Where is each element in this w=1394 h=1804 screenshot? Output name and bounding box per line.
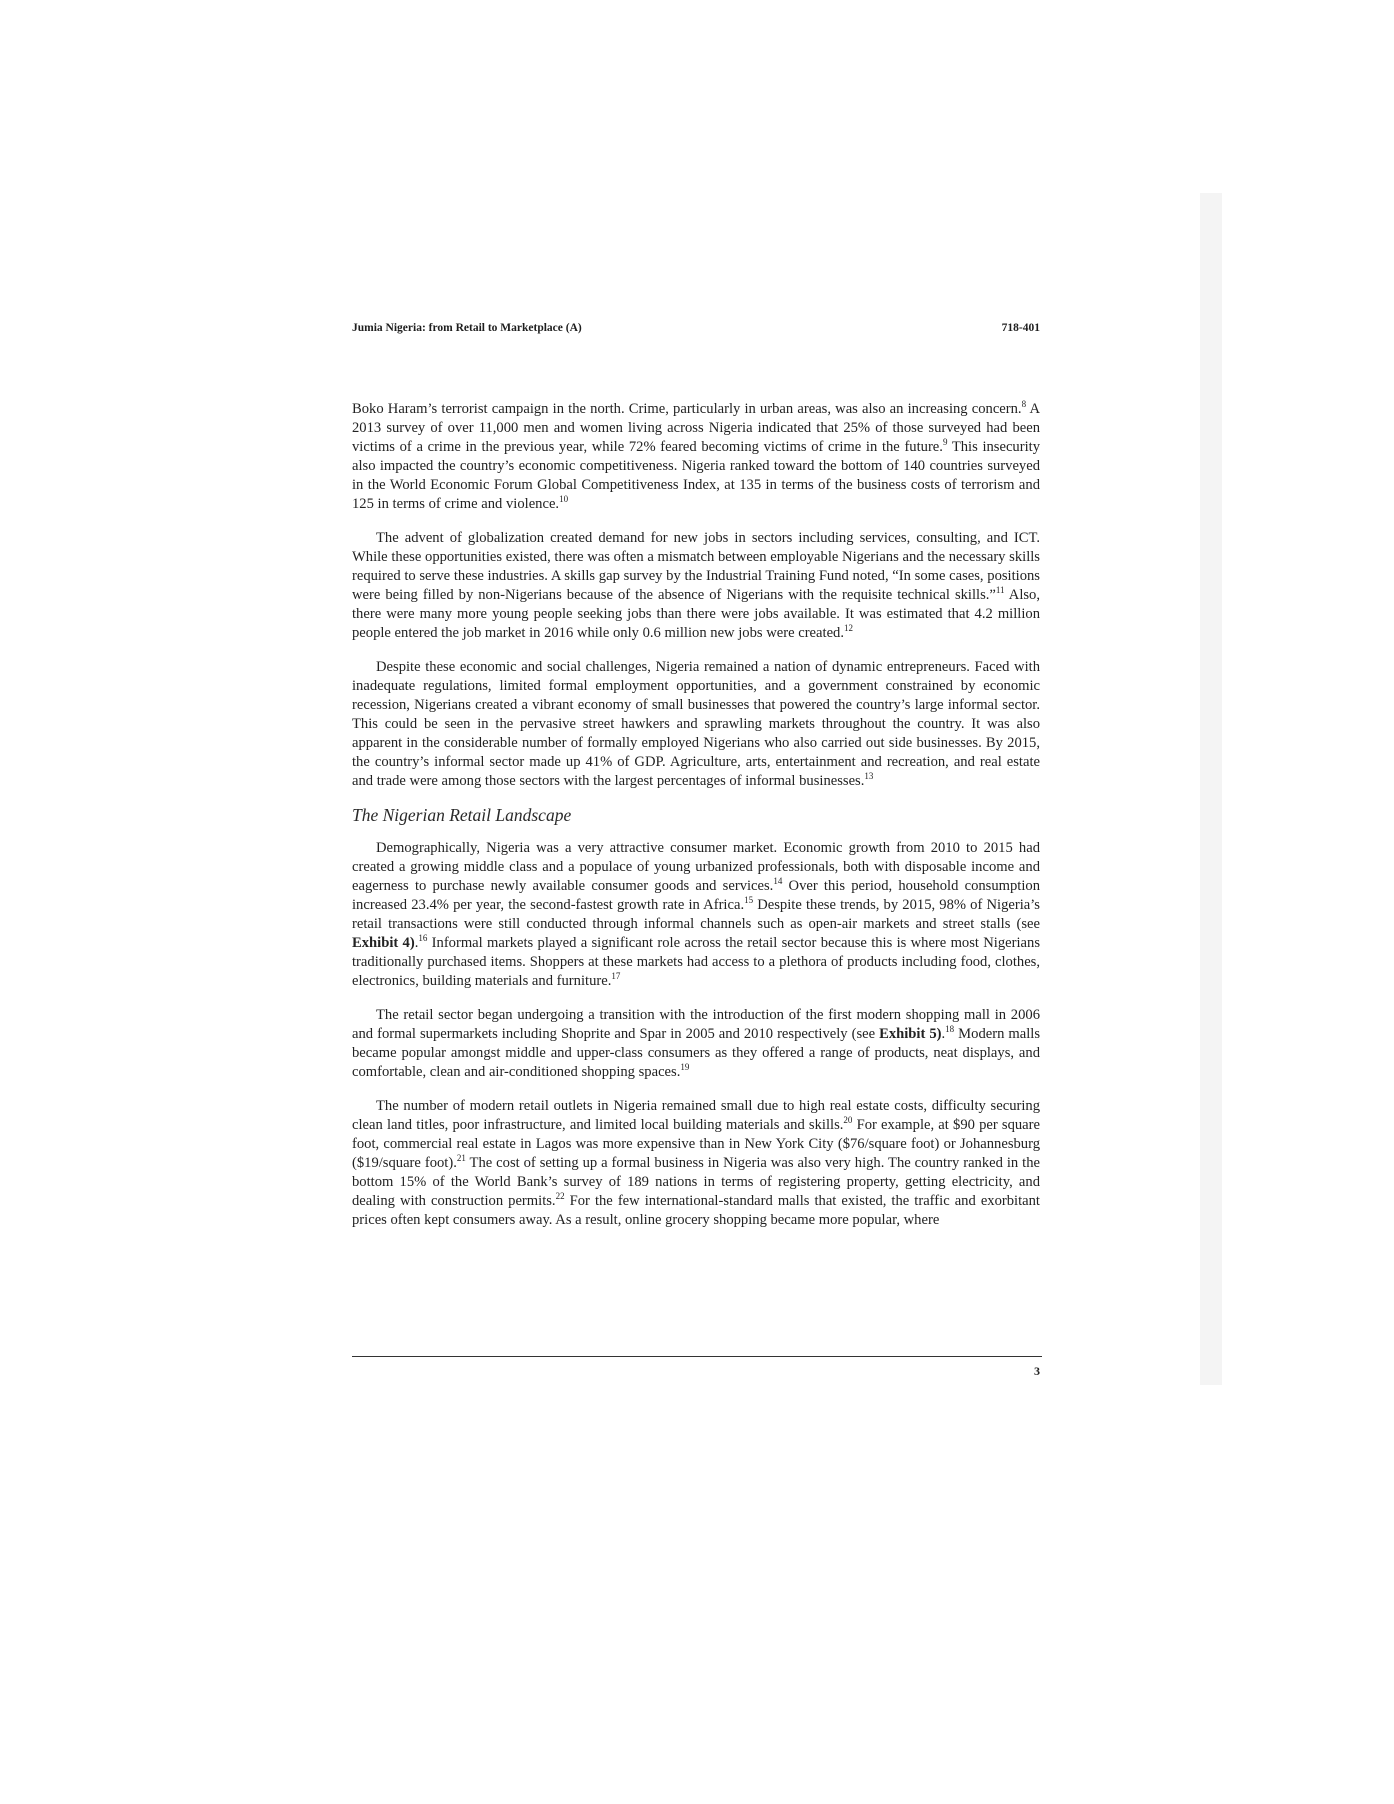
text-run: Boko Haram’s terrorist campaign in the north. Crime, particularly in urban areas, was also an increasing concern. [352,401,1022,417]
text-run: Over this period, household consumption increased 23.4% per year, the second-fastest growth rate in Africa. [352,878,1040,913]
text-run: Modern malls became popular amongst middle and upper-class consumers as they offered a range of products, neat displays, and comfortable, clean and air-conditioned shopping spaces. [352,1026,1040,1080]
text-run: Also, there were many more young people seeking jobs than there were jobs available. It was estimated that 4.2 million people entered the job market in 2016 while only 0.6 million new jobs were created. [352,587,1040,641]
footnote-marker: 21 [456,1153,466,1164]
footnote-marker: 10 [559,494,569,505]
paragraph [352,658,1040,791]
footnote-marker: 12 [844,623,853,634]
footnote-marker: 8 [1021,399,1027,410]
text-run: For example, at $90 per square foot, commercial real estate in Lagos was more expensive than in New York City ($76/square foot) or Johannesburg ($19/square foot). [352,1117,1040,1171]
footnote-marker: 15 [744,895,754,906]
text-run: Informal markets played a significant role across the retail sector because this is where most Nigerians traditionally purchased items. Shoppers at these markets had access to a plethora of products including food, clothes, electronics, building materials and furniture. [352,935,1040,989]
text-run: The retail sector began undergoing a transition with the introduction of the first modern shopping mall in 2006 and formal supermarkets including Shoprite and Spar in 2005 and 2010 respectively (see [352,1007,1040,1042]
footnote-marker: 19 [680,1062,690,1073]
paragraph [352,839,1040,991]
footnote-marker: 18 [945,1024,955,1035]
text-run: Demographically, Nigeria was a very attractive consumer market. Economic growth from 2010 to 2015 had created a growing middle class and a populace of young urbanized professionals, both with disposable income and eagerness to purchase newly available consumer goods and services. [352,840,1040,894]
footnote-marker: 9 [942,437,948,448]
running-header [352,318,1040,338]
text-run: Despite these economic and social challenges, Nigeria remained a nation of dynamic entrepreneurs. Faced with inadequate regulations, limited formal employment opportunities, and a government constrained by economic recession, Nigerians created a vibrant economy of small businesses that powered the country’s large informal sector. This could be seen in the pervasive street hawkers and sprawling markets throughout the country. It was also apparent in the considerable number of formally employed Nigerians who also carried out side businesses. By 2015, the country’s informal sector made up 41% of GDP. Agriculture, arts, entertainment and recreation, and real estate and trade were among those sectors with the largest percentages of informal businesses. [352,659,1040,789]
section-heading: The Nigerian Retail Landscape [352,805,572,825]
scan-edge-shade [1200,193,1222,1385]
footnote-marker: 16 [418,933,428,944]
exhibit-reference: Exhibit 4) [352,935,415,951]
text-run: The cost of setting up a formal business in Nigeria was also very high. The country ranked in the bottom 15% of the World Bank’s survey of 189 nations in terms of registering property, getting electricity, and dealing with construction permits. [352,1155,1040,1209]
page-number: 3 [1034,1364,1040,1378]
text-run: For the few international-standard malls that existed, the traffic and exorbitant prices often kept consumers away. As a result, online grocery shopping became more popular, where [352,1193,1040,1228]
paragraph [352,1006,1040,1082]
text-run: A 2013 survey of over 11,000 men and women living across Nigeria indicated that 25% of those surveyed had been victims of a crime in the previous year, while 72% feared becoming victims of crime in the future. [352,401,1040,455]
footnote-marker: 13 [864,771,874,782]
footnote-marker: 17 [611,971,621,982]
exhibit-reference: Exhibit 5) [879,1026,942,1042]
body-text [352,400,1040,1230]
paragraph [352,1097,1040,1230]
document-page [352,318,1040,1378]
text-run: Despite these trends, by 2015, 98% of Nigeria’s retail transactions were still conducted through informal channels such as open-air markets and street stalls (see [352,897,1040,932]
footnote-marker: 20 [843,1115,853,1126]
text-run: This insecurity also impacted the country’s economic competitiveness. Nigeria ranked toward the bottom of 140 countries surveyed in the World Economic Forum Global Competitiveness Index, at 135 in terms of the business costs of terrorism and 125 in terms of crime and violence. [352,439,1040,512]
text-run: The advent of globalization created demand for new jobs in sectors including services, consulting, and ICT. While these opportunities existed, there was often a mismatch between employable Nigerians and the necessary skills required to serve these industries. A skills gap survey by the Industrial Training Fund noted, “In some cases, positions were being filled by non-Nigerians because of the absence of Nigerians with the requisite technical skills.” [352,530,1040,603]
paragraph [352,400,1040,514]
document-title: Jumia Nigeria: from Retail to Marketplace (A) [352,322,582,334]
paragraph [352,529,1040,643]
text-run: . [941,1026,946,1042]
footer-divider [352,1356,1042,1357]
footnote-marker: 11 [995,585,1005,596]
footnote-marker: 22 [555,1191,565,1202]
text-run: The number of modern retail outlets in Nigeria remained small due to high real estate costs, difficulty securing clean land titles, poor infrastructure, and limited local building materials and skills. [352,1098,1040,1133]
case-number: 718-401 [1001,322,1040,334]
footnote-marker: 14 [773,876,783,887]
text-run: . [414,935,419,951]
